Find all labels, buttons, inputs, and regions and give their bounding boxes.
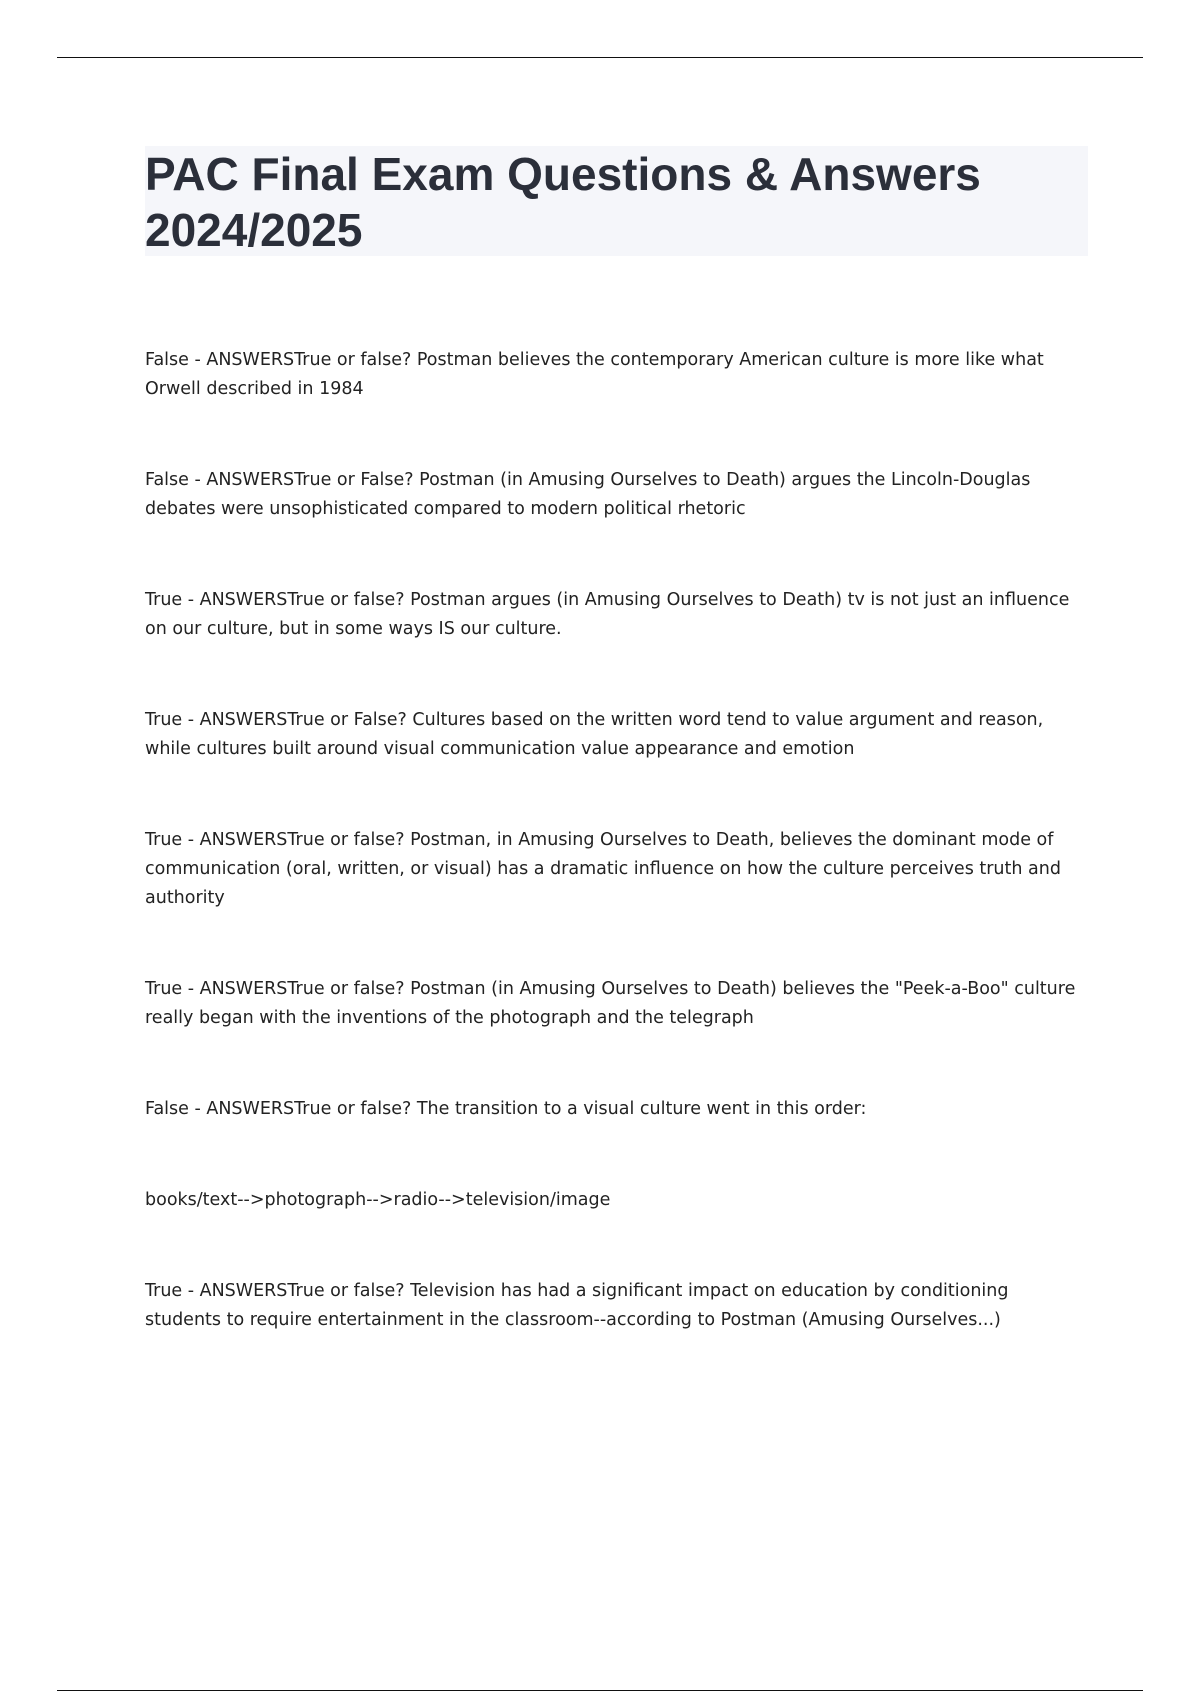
qa-entry-continuation: books/text-->photograph-->radio-->television/image [145, 1190, 611, 1210]
qa-entry: True - ANSWERSTrue or false? Postman, in Amusing Ourselves to Death, believes the dominant mode of communication (oral, written, or visual) has a dramatic influence on how the culture perceives truth and authority [145, 830, 1061, 908]
qa-entry: True - ANSWERSTrue or false? Postman argues (in Amusing Ourselves to Death) tv is not just an influence on our culture, but in some ways IS our culture. [145, 590, 1070, 639]
qa-entry: True - ANSWERSTrue or False? Cultures based on the written word tend to value argument and reason, while cultures built around visual communication value appearance and emotion [145, 710, 1044, 759]
bottom-rule [57, 1690, 1143, 1691]
qa-entry: False - ANSWERSTrue or false? Postman believes the contemporary American culture is more like what Orwell described in 1984 [145, 350, 1044, 399]
qa-list [145, 346, 1090, 1335]
title-block [145, 146, 1088, 256]
qa-entry: True - ANSWERSTrue or false? Television has had a significant impact on education by conditioning students to require entertainment in the classroom--according to Postman (Amusing Ourselves...) [145, 1281, 1009, 1330]
top-rule [57, 57, 1143, 58]
qa-entry: False - ANSWERSTrue or False? Postman (in Amusing Ourselves to Death) argues the Lincoln-Douglas debates were unsophisticated compared to modern political rhetoric [145, 470, 1031, 519]
qa-entry: True - ANSWERSTrue or false? Postman (in Amusing Ourselves to Death) believes the "Peek-a-Boo" culture really began with the inventions of the photograph and the telegraph [145, 979, 1076, 1028]
document-title: PAC Final Exam Questions & Answers 2024/2025 [145, 148, 981, 256]
qa-entry: False - ANSWERSTrue or false? The transition to a visual culture went in this order: [145, 1099, 867, 1119]
